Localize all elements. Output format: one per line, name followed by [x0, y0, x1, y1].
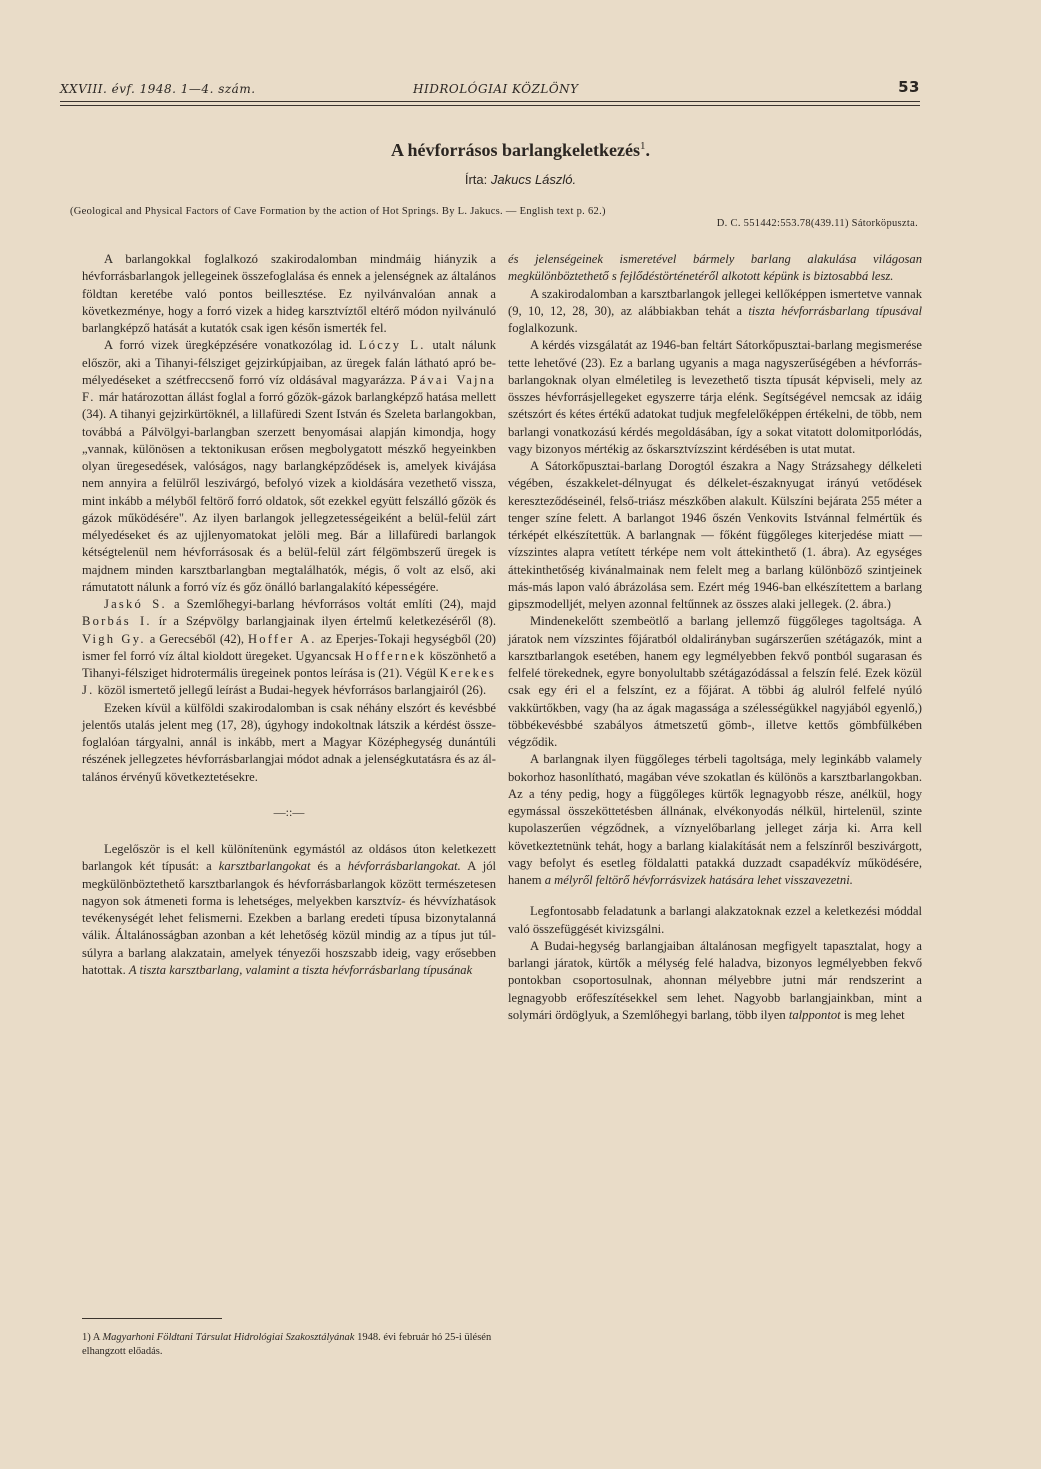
footnote-mark: 1) [82, 1332, 91, 1343]
emphasis: és jelenségeinek ismeretével bármely barlang alakulása világosan megkülönböztethető s fejlődéstörténetéről alkotott képünk is biztosabbá lesz. [508, 252, 922, 284]
author-ref: Vigh Gy. [82, 631, 146, 646]
author-ref: Kerekes J. [82, 666, 496, 698]
footnote: 1) A Magyarhoni Földtani Társulat Hidrológiai Szakosztályának 1948. évi február hó 25-i ülésén elhangzott előadás. [82, 1332, 492, 1357]
paragraph: A Budai-hegység barlangjaiban általánosan megfigyelt tapasztalat, hogy a barlangi járatok, kürtők a mélység felé haladva, bizonyos legmélyebben fekvő pontokban csoportosulnak, ahonnan mélyebbre jutni már rendszerint a legnagyobb erőfeszítésekkel sem lehet. Nagyobb barlangjainkban, mint a solymári ördöglyuk, a Szemlőhegyi barlang, több ilyen talppontot is meg lehet [508, 938, 922, 1022]
author-ref: Hoffernek [354, 648, 427, 663]
emphasis: talppontot [788, 1007, 841, 1022]
author-prefix: Írta: [464, 172, 491, 187]
author-ref: Lóczy L. [358, 338, 426, 353]
author-line [0, 172, 1041, 187]
author-ref: Jaskó S. [104, 597, 167, 611]
emphasis: A tiszta karsztbarlang, valamint a tiszta hévforrásbarlang típusának [128, 962, 473, 977]
author-ref: Pávai Vajna F. [82, 372, 497, 404]
paragraph: A kérdés vizsgálatát az 1946-ban feltárt Sátorkőpusztai-barlang megismerése tette lehetővé (23). Ez a barlang ugyanis a maga nagyszerűségében a hévforrásbarlangoknak olyan elméletileg is levezethető tiszta típusát képviseli, mely az összes hévforrásjellegeket egyszerre tárja elénk. Segítségével nemcsak az idáig szétszórt és kétes értékű adatokat tudjuk megfelelőképpen értékelni, de több, nem barlangi vonatkozású kérdés megoldásában, így a sokat vitatott dolomitporlódás, vagy bizonyos mértékig az őskarsztvízszint kérdésében is utat mutat. [508, 338, 922, 456]
paragraph [508, 251, 922, 286]
paragraph: Legelőször is el kell különítenünk egymástól az oldásos úton keletkezett barlangok két típusát: a karsztbarlangokat és a hévforrásbarlangokat. A jól megkülönböztethető karsztbarlangok és hévforrásbarlangok között természetesen nagyon sok átmeneti forma is lehetséges, melyekben karsztvíz- és hévvízhatások tevékenységét lehet felismerni. Ezekben a barlang eredeti típusa bizonytalanná válik. Általánosságban azonban a két lehetőség közül mindig az a típus jut túlsúlyra a barlang alakzatain, amelyek tényezői hoszszabb ideig, vagy erősebben hatottak. A tiszta karsztbarlang, valamint a tiszta hévforrásbarlang típusának [82, 842, 496, 977]
paragraph: Jaskó S. a Szemlőhegyi-barlang hévforrásos voltát említi (24), majd Borbás I. ír a Szépvölgy barlangjainak ilyen értelmű keletkezéséről (8). Vigh Gy. a Gerecséből (42), Hoffer A. az Eperjes-Tokaji hegységből (20) ismer fel forró víz által kioldott üregeket. Ugyancsak Hoffernek köszönhető a Tihanyi-félsziget hidrotermális üregeinek pontos leírása is (21). Végül Kerekes J. közöl ismertető jellegű leírást a Budai-hegyek hévforrásos barlangjairól (26). [82, 597, 496, 698]
title-footnote-mark: 1 [639, 140, 646, 152]
english-reference: (Geological and Physical Factors of Cave Formation by the action of Hot Springs. By L. Jakucs. — English text p. 62.) [70, 206, 606, 217]
paragraph: A barlangokkal foglalkozó szakirodalomban mindmáig hiányzik a hévforrásbarlangok jellegeinek összefoglalása és ennek a jelenségnek az általános földtan keretébe való pontos beillesztése. Ez nyilvánvalóan annak a következménye, hogy a forró vizek a hideg karsztvíztől eltérő módon nyilvánuló barlangképző hatását a kutatók csak igen későn ismerték fel. [82, 252, 496, 335]
header-rule [60, 101, 920, 106]
paragraph: Ezeken kívül a külföldi szakirodalomban is csak néhány elszórt és kevésbbé jelentős utalás jelent meg (17, 28), úgyhogy indokoltnak látszik a kérdést összefoglalóan tárgyalni, annál is inkább, mert a Magyar Középhegység dunántúli részének jellegzetes hévforrásbarlangjai módot adnak a jelenségkutatásra és az általános érvényű következtetésekre. [82, 700, 496, 784]
paragraph: Legfontosabb feladatunk a barlangi alakzatoknak ezzel a keletkezési móddal való összefüggését kivizsgálni. [508, 904, 922, 936]
running-head [60, 78, 920, 102]
paragraph: A Sátorkőpusztai-barlang Dorogtól északra a Nagy Strázsahegy délkeleti végében, északkelet-délnyugat és délkelet-északnyugat irányú vetődések kereszteződéseinél, felső-triász mészkőben alakult. Külszíni bejárata 255 méter a tenger színe felett. A barlangot 1946 őszén Venkovits Istvánnal felmértük és térképét elkészítettük. A barlangnak — főként függőleges kiterjedése miatt — vízszintes alapra vetített térképe nem volt áttekinthető (1. ábra). Az egységes áttekinthetőség kivánalmainak nem felelt meg a barlang különböző szintjeinek más-más lapon való ábrázolása sem. Ezért még 1946-ban elkészítettem a barlang gipszmodelljét, melyen azonnal feltűnnek az összes alaki jellegek. (2. ábra.) [508, 459, 922, 611]
paragraph: A forró vizek üregképzésére vonatkozólag id. Lóczy L. utalt nálunk először, aki a Tihanyi-félsziget gejzirkúpjaiban, az üregek falán látható apró bemélyedéseket a szétfreccsenő forró víz oldásával magyarázza. Pávai Vajna F. már határozottan állást foglal a forró gőzök-gázok barlangképző hatása mellett (34). A tihanyi gejzirkürtöknél, a lillafüredi Szent István és Szeleta barlangokban, továbbá a Pálvölgyi-barlangban szerzett benyomásai alapján kimondja, hogy „vannak, különösen a tektonikusan erősen megbolygatott mészkő hegyeinkben olyan üregesedések, valóságos, nagy barlangképződések is, amelyek kivájása nem annyira a felülről leszivárgó, befolyó vizek a kioldására vezethető vissza, mint inkább a mélyből feltörő forró oldatok, sőt ezekkel együtt felszálló gőzök és gázok működésére". Az ilyen barlangok jellegzetességeiként a belül-felül zárt mélyedéseket és az ujjlenyomatokat jelöli meg. Bár a lillafüredi barlangok kétségtelenül nem hévforrásosak és a belül-felül zárt félgömbszerű üregek is majdnem minden karsztbarlangban megtalálhatók, mégis, ő volt az első, aki rámutatott nálunk a forró víz és gőz önálló barlangalakító képességére. [82, 338, 497, 594]
footnote-emphasis: Magyarhoni Földtani Társulat Hidrológiai Szakosztályának [102, 1332, 355, 1343]
right-column [508, 251, 922, 1024]
emphasis: karsztbarlangokat [218, 859, 311, 874]
paragraph: Mindenekelőtt szembeötlő a barlang jellemző függőleges tagoltsága. A járatok nem vízszintes főjáratból oldalirányban sugárszerűen szétágazók, mint a karsztbarlangok esetében, hanem egy legmélyebben fekvő pontból sugarasan és felfelé törekednek, egyre bonyolultabb szétágazódással a felszín felé. Ezek közül csak egy éri el a felszínt, ez a főjárat. A többi ág alulról felfelé nyúló vakkürtőkben, vagy (ha az ágak magassága a szélességükkel nagyjából egyenlő,) többékevésbbé szabályos átmetszetű gömb-, illetve kettős gömbfülkében végződik. [508, 614, 922, 749]
journal-volume-info: XXVIII. évf. 1948. 1—4. szám. [60, 82, 256, 96]
emphasis: tiszta hévforrásbarlang típusával [748, 303, 922, 318]
paragraph: A barlangnak ilyen függőleges térbeli tagoltsága, mely leginkább valamely bokorhoz hasonlítható, magában véve szokatlan és különös a karsztbarlangokban. Az a tény pedig, hogy a függőleges kürtők legnagyobb része, anélkül, hogy egymással összeköttetésben állnának, elvékonyodás nélkül, hirtelenül, szinte kupolaszerűen végződnek, a víznyelőbarlang jelleget zárja ki. Arra kell következtetnünk tehát, hogy a barlang kialakítását nem a felszínről beszivárgott, vagy befolyt és esetleg földalatti patakká duzzadt csapadékvíz működésére, hanem a mélyről feltörő hévforrásvizek hatására lehet visszavezetni. [508, 752, 922, 887]
article-title-text: A hévforrásos barlangkeletkezés [391, 140, 640, 160]
author-ref: Hoffer A. [247, 631, 317, 646]
left-column [82, 251, 496, 979]
author-name: Jakucs László. [490, 172, 577, 187]
footnote-rule [82, 1318, 222, 1319]
paragraph: A szakirodalomban a karsztbarlangok jellegei kellőképpen ismertetve vannak (9, 10, 12, 28, 30), az alábbiakban tehát a tiszta hévforrásbarlang típusával foglalkozunk. [508, 286, 922, 335]
emphasis: hévforrásbarlangokat. [347, 859, 461, 874]
section-separator: —::— [273, 804, 305, 819]
emphasis: a mélyről feltörő hévforrásvizek hatására lehet visszavezetni. [544, 873, 853, 887]
classification-code: D. C. 551442:553.78(439.11) Sátorköpuszta. [716, 218, 918, 229]
page-number: 53 [898, 78, 920, 96]
article-title: A hévforrásos barlangkeletkezés$^1$. [391, 140, 650, 160]
author-ref: Borbás I. [82, 614, 152, 629]
journal-title: HIDROLÓGIAI KÖZLÖNY [413, 82, 579, 96]
